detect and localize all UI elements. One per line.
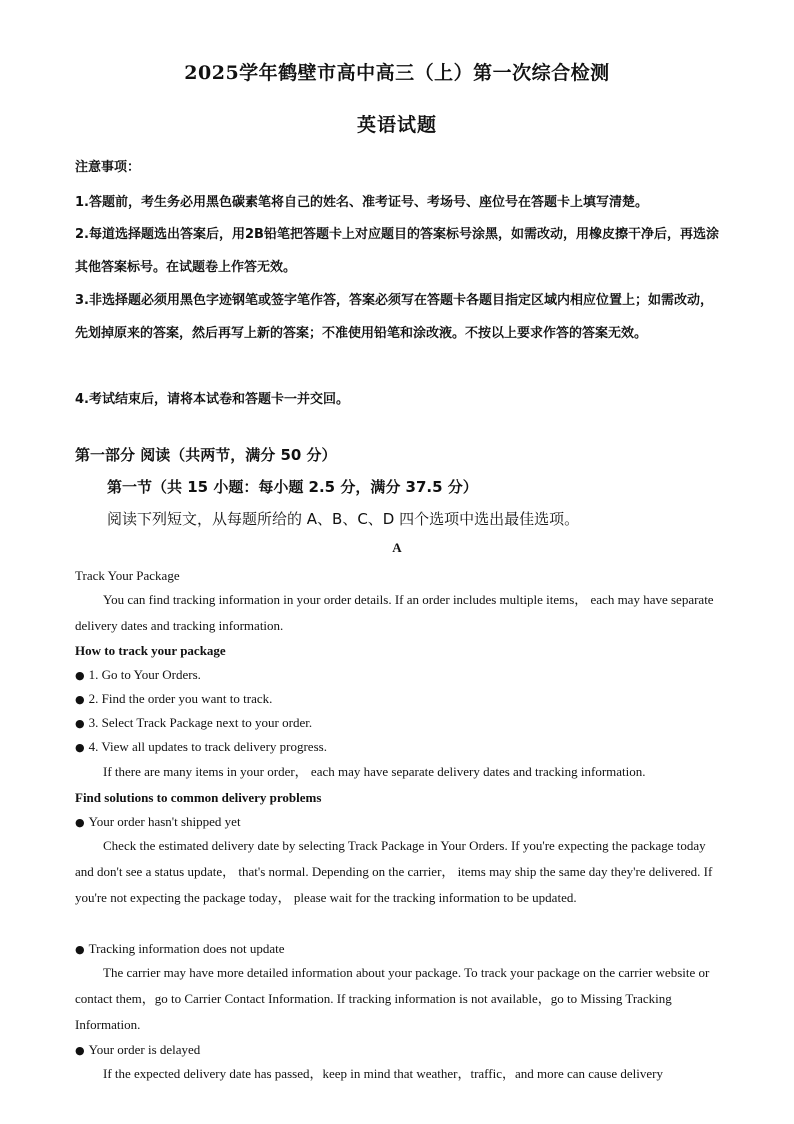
step-text: 4. View all updates to track delivery progress. (88, 739, 327, 754)
bullet-icon: ● (75, 1044, 85, 1057)
bullet-icon: ● (75, 693, 85, 706)
list-item (75, 662, 720, 689)
problem-title (75, 936, 720, 963)
notice-item-4: 4.考试结束后，请将本试卷和答题卡一并交回。 (75, 392, 349, 407)
list-item (75, 686, 720, 713)
step-text: 1. Go to Your Orders. (88, 667, 201, 682)
problem-text: If the expected delivery date has passed，keep in mind that weather，traffic，and more can cause delivery (103, 1066, 663, 1081)
bullet-icon: ● (75, 717, 85, 730)
part-heading: 第一部分 阅读（共两节，满分 50 分） (75, 446, 337, 464)
step-text: 3. Select Track Package next to your order. (88, 715, 313, 730)
exam-subject-title: 英语试题 (356, 114, 437, 136)
list-item (75, 734, 720, 761)
notice-item-1: 1.答题前，考生务必用黑色碳素笔将自己的姓名、准考证号、考场号、座位号在答题卡上填写清楚。 (75, 195, 648, 210)
how-to-track-heading: How to track your package (75, 643, 226, 658)
problem-title (75, 809, 720, 836)
step-text: 2. Find the order you want to track. (88, 691, 273, 706)
exam-title: 2025学年鹤壁市高中高三（上）第一次综合检测 (184, 62, 610, 84)
list-item (75, 710, 720, 737)
problem-text: The carrier may have more detailed information about your package. To track your package on the carrier website or contact them，go to Carrier Contact Information. If tracking information is not available，go to Missing Tracking Information. (75, 965, 710, 1032)
problem-title-text: Your order hasn't shipped yet (88, 814, 241, 829)
passage-letter: A (392, 540, 402, 555)
bullet-icon: ● (75, 669, 85, 682)
notice-heading: 注意事项： (75, 160, 141, 175)
notice-item-3: 3.非选择题必须用黑色字迹钢笔或签字笔作答，答案必须写在答题卡各题目指定区域内相应位置上；如需改动，先划掉原来的答案，然后再写上新的答案；不准使用铅笔和涂改液。不按以上要求作答的答案无效。 (75, 293, 713, 341)
notice-item-2: 2.每道选择题选出答案后，用2B铅笔把答题卡上对应题目的答案标号涂黑，如需改动，用橡皮擦干净后，再选涂其他答案标号。在试题卷上作答无效。 (75, 227, 719, 275)
bullet-icon: ● (75, 741, 85, 754)
bullet-icon: ● (75, 943, 85, 956)
problem-title-text: Tracking information does not update (88, 941, 285, 956)
problem-text: Check the estimated delivery date by selecting Track Package in Your Orders. If you're expecting the package today and don't see a status update， that's normal. Depending on the carrier， items may ship the same day they're delivered. If you're not expecting the package today， please wait for the tracking information to be updated. (75, 838, 713, 905)
problem-title (75, 1037, 720, 1064)
passage-intro: You can find tracking information in your order details. If an order includes multiple items， each may have separate delivery dates and tracking information. (75, 592, 714, 633)
passage-title: Track Your Package (75, 568, 180, 583)
section-instruction: 阅读下列短文，从每题所给的 A、B、C、D 四个选项中选出最佳选项。 (107, 510, 580, 528)
subpart-heading: 第一节（共 15 小题：每小题 2.5 分，满分 37.5 分） (107, 478, 478, 496)
steps-note: If there are many items in your order， each may have separate delivery dates and tracking information. (103, 764, 646, 779)
solutions-heading: Find solutions to common delivery problems (75, 790, 322, 805)
bullet-icon: ● (75, 816, 85, 829)
problem-title-text: Your order is delayed (88, 1042, 201, 1057)
